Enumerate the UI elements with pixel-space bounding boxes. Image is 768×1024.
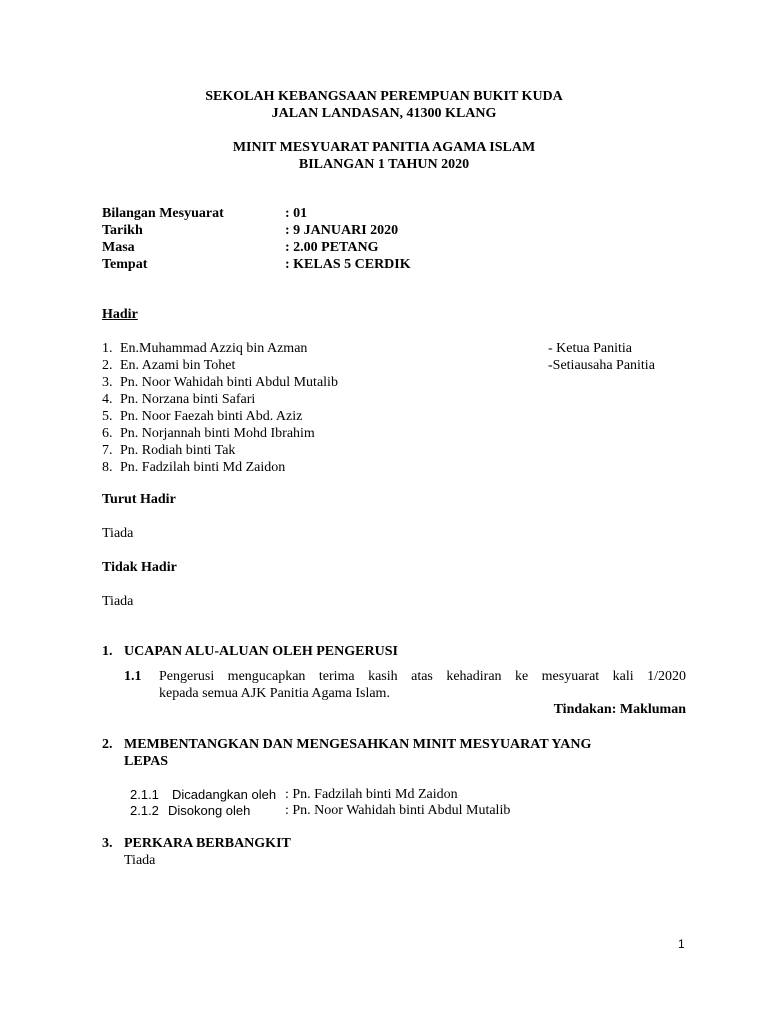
info-value: : 2.00 PETANG	[285, 240, 379, 255]
turut-hadir-heading: Turut Hadir	[102, 492, 176, 507]
member-name: Pn. Rodiah binti Tak	[120, 443, 236, 458]
item-value: : Pn. Noor Wahidah binti Abdul Mutalib	[285, 803, 511, 818]
action-label: Tindakan: Makluman	[553, 702, 686, 717]
section-heading: MEMBENTANGKAN DAN MENGESAHKAN MINIT MESYUARAT YANG	[124, 737, 592, 752]
member-number: 5.	[102, 409, 113, 424]
section-number: 1.	[102, 644, 113, 659]
page-number: 1	[678, 937, 685, 951]
section-heading-cont: LEPAS	[124, 754, 169, 769]
school-name: SEKOLAH KEBANGSAAN PEREMPUAN BUKIT KUDA	[205, 89, 563, 104]
info-label: Masa	[102, 240, 135, 255]
member-number: 7.	[102, 443, 113, 458]
turut-hadir-value: Tiada	[102, 526, 134, 541]
tidak-hadir-heading: Tidak Hadir	[102, 560, 177, 575]
member-role: -Setiausaha Panitia	[548, 358, 655, 373]
info-label: Bilangan Mesyuarat	[102, 206, 224, 221]
item-number: 2.1.2	[130, 803, 159, 818]
member-name: En. Azami bin Tohet	[120, 358, 236, 373]
document-subtitle: BILANGAN 1 TAHUN 2020	[298, 157, 470, 172]
info-value: : 01	[285, 206, 308, 221]
item-value: : Pn. Fadzilah binti Md Zaidon	[285, 787, 458, 802]
member-name: Pn. Fadzilah binti Md Zaidon	[120, 460, 286, 475]
section-value: Tiada	[124, 853, 156, 868]
member-number: 2.	[102, 358, 113, 373]
member-name: Pn. Norzana binti Safari	[120, 392, 256, 407]
tidak-hadir-value: Tiada	[102, 594, 134, 609]
member-name: En.Muhammad Azziq bin Azman	[120, 341, 308, 356]
item-text-line: Pengerusi mengucapkan terima kasih atas kehadiran ke mesyuarat kali 1/2020	[159, 669, 686, 684]
hadir-heading: Hadir	[102, 307, 138, 322]
member-role: - Ketua Panitia	[548, 341, 632, 356]
item-number: 1.1	[124, 669, 142, 684]
section-number: 2.	[102, 737, 113, 752]
member-number: 3.	[102, 375, 113, 390]
document-title: MINIT MESYUARAT PANITIA AGAMA ISLAM	[232, 140, 536, 155]
item-number: 2.1.1	[130, 787, 159, 802]
item-label: Dicadangkan oleh	[172, 787, 277, 802]
info-label: Tarikh	[102, 223, 143, 238]
school-address: JALAN LANDASAN, 41300 KLANG	[271, 106, 497, 121]
member-number: 6.	[102, 426, 113, 441]
section-number: 3.	[102, 836, 113, 851]
section-heading: UCAPAN ALU-ALUAN OLEH PENGERUSI	[124, 644, 398, 659]
info-value: : 9 JANUARI 2020	[285, 223, 399, 238]
member-name: Pn. Norjannah binti Mohd Ibrahim	[120, 426, 315, 441]
member-name: Pn. Noor Faezah binti Abd. Aziz	[120, 409, 303, 424]
info-value: : KELAS 5 CERDIK	[285, 257, 411, 272]
member-name: Pn. Noor Wahidah binti Abdul Mutalib	[120, 375, 338, 390]
member-number: 1.	[102, 341, 113, 356]
member-number: 4.	[102, 392, 113, 407]
member-number: 8.	[102, 460, 113, 475]
item-label: Disokong oleh	[168, 803, 251, 818]
info-label: Tempat	[102, 257, 148, 272]
section-heading: PERKARA BERBANGKIT	[124, 836, 291, 851]
item-text-line: kepada semua AJK Panitia Agama Islam.	[159, 686, 390, 701]
